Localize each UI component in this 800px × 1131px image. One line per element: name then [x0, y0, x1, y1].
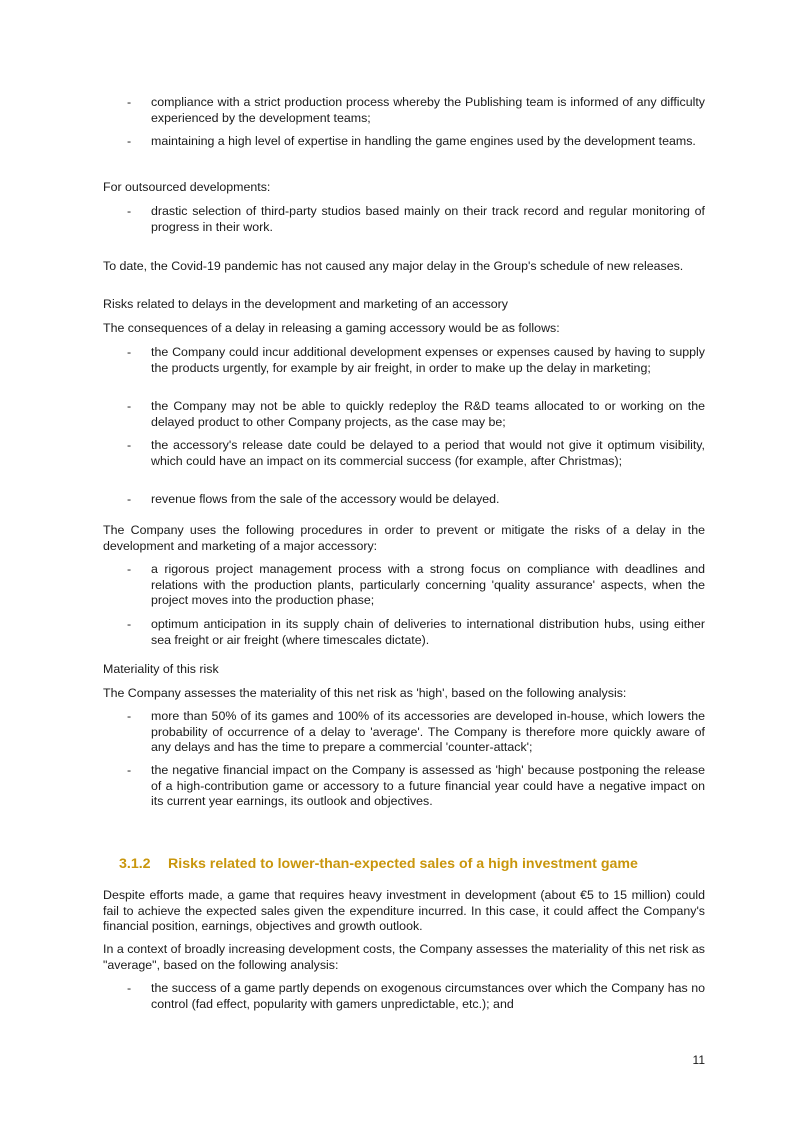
bullet-text: the accessory's release date could be delayed to a period that would not give it optimum visibility, which could have an impact on its commercial success (for example, after Christmas);	[151, 438, 705, 468]
bullet-text: more than 50% of its games and 100% of its accessories are developed in-house, which lowers the probability of occurrence of a delay to 'average'. The Company is therefore more quickly aware of any delays and has the time to prepare a commercial 'counter-attack';	[151, 709, 705, 755]
subheading: Materiality of this risk	[103, 662, 219, 676]
bullet-dash: -	[127, 134, 132, 148]
paragraph: Despite efforts made, a game that requires heavy investment in development (about €5 to 15 million) could fail to achieve the expected sales given the expenditure incurred. In this case, it could affect the Company's financial position, earnings, objectives and growth outlook.	[103, 888, 705, 934]
bullet-text: the success of a game partly depends on exogenous circumstances over which the Company has no control (fad effect, popularity with gamers unpredictable, etc.); and	[151, 981, 705, 1011]
bullet-text: compliance with a strict production process whereby the Publishing team is informed of any difficulty experienced by the development teams;	[151, 95, 705, 125]
paragraph: To date, the Covid-19 pandemic has not caused any major delay in the Group's schedule of new releases.	[103, 259, 684, 273]
bullet-dash: -	[127, 204, 132, 218]
bullet-dash: -	[127, 617, 132, 631]
bullet-text: drastic selection of third-party studios based mainly on their track record and regular monitoring of progress in their work.	[151, 204, 705, 234]
bullet-text: optimum anticipation in its supply chain of deliveries to international distribution hubs, using either sea freight or air freight (where timescales dictate).	[151, 617, 705, 647]
bullet-dash: -	[127, 345, 132, 359]
bullet-text: the Company could incur additional development expenses or expenses caused by having to supply the products urgently, for example by air freight, in order to make up the delay in marketing;	[151, 345, 705, 375]
bullet-dash: -	[127, 95, 132, 109]
page-number: 11	[692, 1053, 705, 1067]
bullet-dash: -	[127, 981, 132, 995]
bullet-text: the Company may not be able to quickly redeploy the R&D teams allocated to or working on the delayed product to other Company projects, as the case may be;	[151, 399, 705, 429]
paragraph: The Company assesses the materiality of this net risk as 'high', based on the following analysis:	[103, 686, 627, 700]
bullet-text: a rigorous project management process with a strong focus on compliance with deadlines and relations with the production plants, particularly concerning 'quality assurance' aspects, when the project moves into the production phase;	[151, 562, 705, 608]
bullet-dash: -	[127, 492, 132, 506]
paragraph: The Company uses the following procedures in order to prevent or mitigate the risks of a delay in the development and marketing of a major accessory:	[103, 523, 705, 553]
bullet-text: the negative financial impact on the Company is assessed as 'high' because postponing the release of a high-contribution game or accessory to a future financial year could have a negative impact on its current year earnings, its outlook and objectives.	[151, 763, 705, 809]
section-number: 3.1.2	[119, 856, 151, 872]
paragraph: The consequences of a delay in releasing a gaming accessory would be as follows:	[103, 321, 560, 335]
bullet-dash: -	[127, 399, 132, 413]
subheading: Risks related to delays in the development and marketing of an accessory	[103, 297, 508, 311]
section-heading	[119, 857, 719, 873]
section-title: Risks related to lower-than-expected sales of a high investment game	[168, 856, 638, 872]
bullet-text: revenue flows from the sale of the accessory would be delayed.	[151, 492, 500, 506]
paragraph: In a context of broadly increasing development costs, the Company assesses the materiality of this net risk as "average", based on the following analysis:	[103, 942, 705, 972]
bullet-text: maintaining a high level of expertise in handling the game engines used by the development teams.	[151, 134, 696, 148]
bullet-dash: -	[127, 763, 132, 777]
paragraph: For outsourced developments:	[103, 180, 271, 194]
bullet-dash: -	[127, 438, 132, 452]
bullet-dash: -	[127, 562, 132, 576]
bullet-dash: -	[127, 709, 132, 723]
